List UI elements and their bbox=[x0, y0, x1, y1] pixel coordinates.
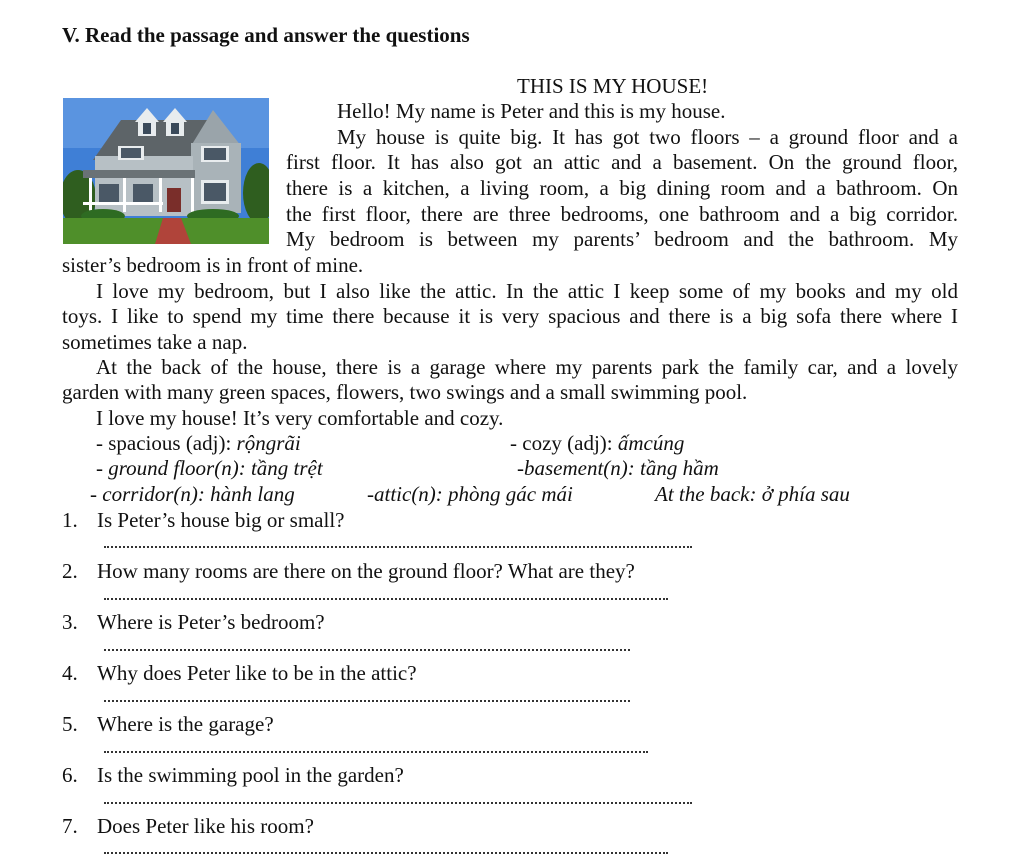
passage-line-3: first floor. It has also got an attic and a basement. On the ground floor, bbox=[286, 150, 958, 174]
passage-line-12: garden with many green spaces, flowers, two swings and a small swimming pool. bbox=[62, 380, 748, 404]
question-text: Is Peter’s house big or small? bbox=[97, 508, 345, 532]
vocab-term: - spacious (adj): bbox=[96, 431, 237, 455]
question-text: Does Peter like his room? bbox=[97, 814, 314, 838]
question-text: Is the swimming pool in the garden? bbox=[97, 763, 404, 787]
vocab-term: - cozy (adj): bbox=[510, 431, 618, 455]
answer-line-4[interactable] bbox=[104, 700, 630, 702]
question-text: Where is the garage? bbox=[97, 712, 274, 736]
answer-line-6[interactable] bbox=[104, 802, 692, 804]
vocab-ground-floor: - ground floor(n): tầng trệt bbox=[96, 456, 323, 480]
question-7 bbox=[62, 813, 314, 839]
vocab-cozy bbox=[510, 430, 684, 456]
passage-line-1: Hello! My name is Peter and this is my house. bbox=[337, 99, 726, 123]
question-number: 1. bbox=[62, 508, 78, 532]
house-photo bbox=[63, 98, 269, 244]
answer-line-2[interactable] bbox=[104, 598, 668, 600]
question-number: 6. bbox=[62, 763, 78, 787]
vocab-at-the-back: At the back: ở phía sau bbox=[655, 482, 850, 506]
passage-line-4: there is a kitchen, a living room, a big dining room and a bathroom. On bbox=[286, 176, 958, 200]
passage-line-6: My bedroom is between my parents’ bedroom and the bathroom. My bbox=[286, 227, 958, 251]
question-6 bbox=[62, 762, 404, 788]
vocab-attic: -attic(n): phòng gác mái bbox=[367, 482, 573, 506]
question-2 bbox=[62, 558, 635, 584]
passage-title: THIS IS MY HOUSE! bbox=[517, 74, 709, 98]
vocab-meaning: rộngrãi bbox=[236, 431, 301, 455]
answer-line-5[interactable] bbox=[104, 751, 648, 753]
passage-line-10: sometimes take a nap. bbox=[62, 330, 248, 354]
question-number: 5. bbox=[62, 712, 78, 736]
passage-line-2: My house is quite big. It has got two floors – a ground floor and a bbox=[337, 125, 958, 149]
question-text: Why does Peter like to be in the attic? bbox=[97, 661, 417, 685]
question-text: How many rooms are there on the ground floor? What are they? bbox=[97, 559, 635, 583]
section-heading: V. Read the passage and answer the questions bbox=[62, 23, 470, 47]
passage-line-8: I love my bedroom, but I also like the attic. In the attic I keep some of my books and my old bbox=[96, 279, 958, 303]
vocab-spacious bbox=[96, 430, 301, 456]
question-4 bbox=[62, 660, 417, 686]
passage-line-5: the first floor, there are three bedrooms, one bathroom and a big corridor. bbox=[286, 202, 958, 226]
question-text: Where is Peter’s bedroom? bbox=[97, 610, 325, 634]
answer-line-1[interactable] bbox=[104, 546, 692, 548]
question-1 bbox=[62, 507, 345, 533]
passage-line-13: I love my house! It’s very comfortable and cozy. bbox=[96, 406, 504, 430]
question-3 bbox=[62, 609, 325, 635]
passage-line-11: At the back of the house, there is a garage where my parents park the family car, and a lovely bbox=[96, 355, 958, 379]
question-number: 7. bbox=[62, 814, 78, 838]
answer-line-7[interactable] bbox=[104, 852, 668, 854]
question-number: 2. bbox=[62, 559, 78, 583]
question-number: 3. bbox=[62, 610, 78, 634]
vocab-basement: -basement(n): tầng hầm bbox=[517, 456, 719, 480]
passage-line-9: toys. I like to spend my time there because it is very spacious and there is a big sofa there where I bbox=[62, 304, 958, 328]
answer-line-3[interactable] bbox=[104, 649, 630, 651]
question-number: 4. bbox=[62, 661, 78, 685]
question-5 bbox=[62, 711, 274, 737]
passage-line-7: sister’s bedroom is in front of mine. bbox=[62, 253, 364, 277]
vocab-meaning: ấmcúng bbox=[617, 431, 685, 455]
vocab-corridor: - corridor(n): hành lang bbox=[90, 482, 295, 506]
